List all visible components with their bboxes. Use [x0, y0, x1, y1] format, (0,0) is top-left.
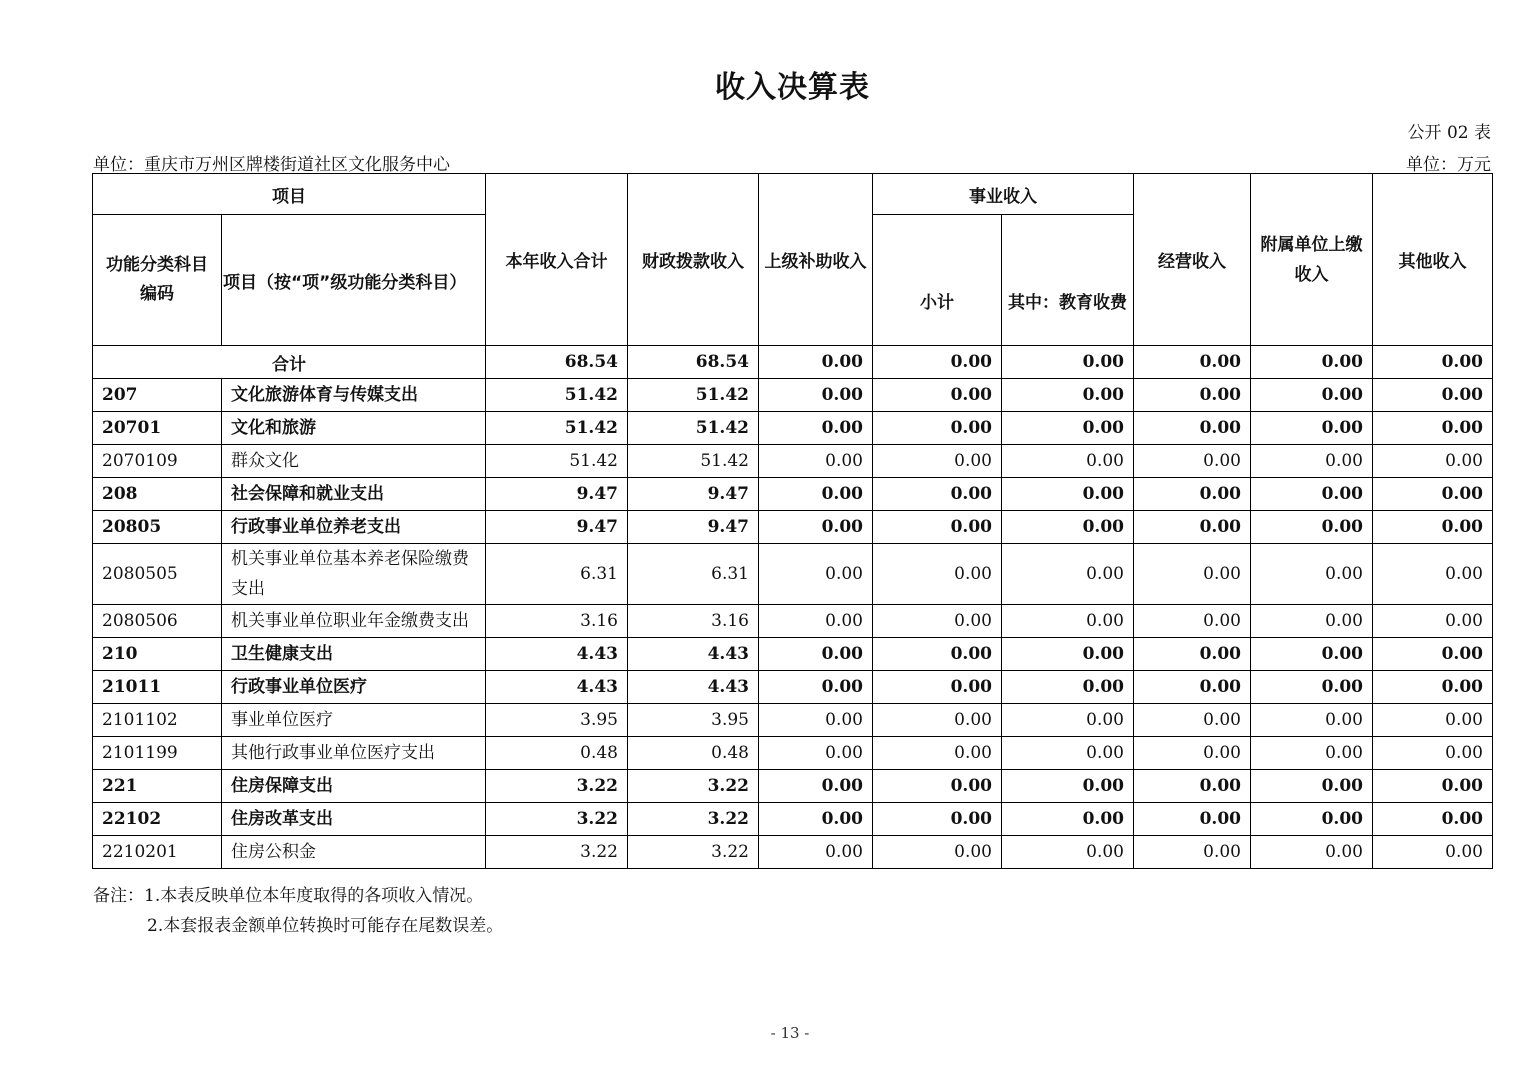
header-name: 项目（按“项”级功能分类科目） [222, 215, 486, 346]
row-value: 0.00 [1373, 605, 1493, 638]
row-value: 0.00 [873, 638, 1002, 671]
row-value: 0.00 [1002, 836, 1134, 869]
total-value: 0.00 [873, 346, 1002, 379]
row-value: 51.42 [628, 412, 759, 445]
row-value: 0.00 [1134, 770, 1251, 803]
form-number: 公开 02 表 [1407, 123, 1491, 143]
row-value: 0.00 [1373, 511, 1493, 544]
header-code: 功能分类科目编码 [93, 215, 222, 346]
table-row [93, 671, 1493, 704]
row-value: 0.00 [1251, 445, 1373, 478]
row-name: 卫生健康支出 [222, 638, 486, 671]
row-value: 0.00 [1251, 770, 1373, 803]
row-value: 0.00 [1002, 511, 1134, 544]
row-value: 0.00 [759, 605, 873, 638]
row-value: 0.00 [759, 836, 873, 869]
row-value: 0.00 [1373, 544, 1493, 605]
page-title: 收入决算表 [715, 70, 870, 105]
note-line-1: 备注：1.本表反映单位本年度取得的各项收入情况。 [93, 886, 484, 906]
row-value: 0.00 [1373, 671, 1493, 704]
table-row [93, 379, 1493, 412]
row-value: 0.00 [873, 737, 1002, 770]
row-value: 0.00 [1002, 605, 1134, 638]
row-value: 9.47 [628, 511, 759, 544]
row-value: 0.00 [873, 379, 1002, 412]
header-superior: 上级补助收入 [759, 174, 873, 346]
row-value: 0.00 [759, 638, 873, 671]
header-project: 项目 [93, 174, 486, 215]
row-value: 0.00 [1373, 836, 1493, 869]
row-value: 0.00 [1251, 803, 1373, 836]
row-value: 3.95 [486, 704, 628, 737]
header-total-income: 本年收入合计 [486, 174, 628, 346]
row-value: 0.00 [1251, 478, 1373, 511]
row-value: 0.00 [1002, 671, 1134, 704]
row-value: 9.47 [628, 478, 759, 511]
row-value: 6.31 [486, 544, 628, 605]
row-value: 0.00 [1251, 544, 1373, 605]
row-code: 2210201 [93, 836, 222, 869]
row-value: 0.00 [1373, 379, 1493, 412]
row-name: 住房保障支出 [222, 770, 486, 803]
row-value: 6.31 [628, 544, 759, 605]
table-row [93, 605, 1493, 638]
row-value: 0.00 [759, 671, 873, 704]
total-label: 合计 [93, 346, 486, 379]
table-row [93, 803, 1493, 836]
row-value: 0.00 [1373, 478, 1493, 511]
row-value: 0.00 [759, 511, 873, 544]
row-value: 0.00 [1002, 379, 1134, 412]
row-value: 0.00 [873, 671, 1002, 704]
row-value: 0.00 [1373, 704, 1493, 737]
row-value: 51.42 [628, 445, 759, 478]
row-name: 文化和旅游 [222, 412, 486, 445]
note-line-2: 2.本套报表金额单位转换时可能存在尾数误差。 [147, 916, 504, 936]
table-row [93, 478, 1493, 511]
row-value: 4.43 [486, 671, 628, 704]
row-value: 0.00 [1134, 478, 1251, 511]
row-name: 机关事业单位职业年金缴费支出 [222, 605, 486, 638]
row-value: 0.00 [873, 704, 1002, 737]
row-value: 0.48 [486, 737, 628, 770]
row-value: 0.00 [759, 770, 873, 803]
row-value: 0.00 [1002, 412, 1134, 445]
row-value: 0.00 [1002, 737, 1134, 770]
row-value: 0.00 [1134, 412, 1251, 445]
total-value: 0.00 [1002, 346, 1134, 379]
row-code: 207 [93, 379, 222, 412]
table-row [93, 836, 1493, 869]
row-code: 208 [93, 478, 222, 511]
row-value: 0.00 [1251, 671, 1373, 704]
row-value: 3.22 [486, 770, 628, 803]
row-value: 3.22 [628, 770, 759, 803]
row-name: 其他行政事业单位医疗支出 [222, 737, 486, 770]
table-row [93, 511, 1493, 544]
header-education: 其中：教育收费 [1002, 215, 1134, 346]
table-row [93, 770, 1493, 803]
row-code: 2080506 [93, 605, 222, 638]
row-name: 事业单位医疗 [222, 704, 486, 737]
row-name: 机关事业单位基本养老保险缴费支出 [222, 544, 486, 605]
row-value: 0.00 [1134, 737, 1251, 770]
row-value: 4.43 [628, 638, 759, 671]
row-value: 0.00 [1134, 379, 1251, 412]
row-value: 0.00 [1002, 478, 1134, 511]
row-value: 51.42 [486, 412, 628, 445]
header-affiliated: 附属单位上缴收入 [1251, 174, 1373, 346]
row-value: 0.00 [1251, 737, 1373, 770]
row-value: 0.00 [1134, 836, 1251, 869]
row-value: 9.47 [486, 511, 628, 544]
total-value: 0.00 [759, 346, 873, 379]
total-row [93, 346, 1493, 379]
row-value: 0.00 [1002, 704, 1134, 737]
row-code: 2080505 [93, 544, 222, 605]
row-code: 22102 [93, 803, 222, 836]
header-operating: 经营收入 [1134, 174, 1251, 346]
row-name: 群众文化 [222, 445, 486, 478]
total-value: 0.00 [1251, 346, 1373, 379]
row-value: 0.00 [1251, 704, 1373, 737]
currency-unit: 单位：万元 [1406, 155, 1491, 175]
total-value: 68.54 [486, 346, 628, 379]
row-value: 0.00 [1373, 737, 1493, 770]
row-value: 0.00 [873, 412, 1002, 445]
row-value: 0.00 [1251, 836, 1373, 869]
row-value: 3.16 [628, 605, 759, 638]
row-value: 3.22 [628, 836, 759, 869]
row-value: 0.00 [1373, 412, 1493, 445]
row-value: 0.00 [1002, 803, 1134, 836]
income-table [92, 173, 1493, 869]
row-value: 0.00 [1134, 803, 1251, 836]
row-value: 0.00 [759, 445, 873, 478]
row-value: 3.22 [486, 836, 628, 869]
row-value: 0.00 [759, 704, 873, 737]
row-value: 0.00 [1251, 412, 1373, 445]
table-row [93, 445, 1493, 478]
row-value: 0.00 [1373, 638, 1493, 671]
header-business: 事业收入 [873, 174, 1134, 215]
total-value: 0.00 [1134, 346, 1251, 379]
row-code: 2101199 [93, 737, 222, 770]
row-value: 0.00 [1251, 638, 1373, 671]
row-code: 2101102 [93, 704, 222, 737]
row-value: 0.00 [1251, 605, 1373, 638]
row-value: 0.00 [873, 836, 1002, 869]
row-value: 0.00 [1002, 770, 1134, 803]
row-value: 0.00 [759, 478, 873, 511]
row-value: 0.00 [873, 445, 1002, 478]
row-value: 9.47 [486, 478, 628, 511]
row-value: 4.43 [628, 671, 759, 704]
header-fiscal: 财政拨款收入 [628, 174, 759, 346]
row-value: 0.00 [1134, 544, 1251, 605]
table-row [93, 638, 1493, 671]
row-value: 0.00 [873, 511, 1002, 544]
row-value: 0.00 [759, 379, 873, 412]
row-name: 住房改革支出 [222, 803, 486, 836]
row-value: 0.00 [759, 412, 873, 445]
total-value: 0.00 [1373, 346, 1493, 379]
row-value: 0.00 [1373, 770, 1493, 803]
row-value: 3.95 [628, 704, 759, 737]
row-value: 0.00 [1134, 445, 1251, 478]
row-name: 文化旅游体育与传媒支出 [222, 379, 486, 412]
row-value: 0.00 [759, 544, 873, 605]
row-code: 2070109 [93, 445, 222, 478]
row-value: 0.00 [1002, 544, 1134, 605]
row-value: 0.00 [1134, 704, 1251, 737]
row-value: 51.42 [486, 379, 628, 412]
row-code: 210 [93, 638, 222, 671]
row-name: 行政事业单位医疗 [222, 671, 486, 704]
row-value: 0.48 [628, 737, 759, 770]
row-value: 0.00 [873, 544, 1002, 605]
row-value: 0.00 [1002, 445, 1134, 478]
row-value: 0.00 [1134, 511, 1251, 544]
row-value: 0.00 [1373, 803, 1493, 836]
row-value: 0.00 [1002, 638, 1134, 671]
row-value: 0.00 [759, 737, 873, 770]
table-row [93, 412, 1493, 445]
reporting-unit: 单位：重庆市万州区牌楼街道社区文化服务中心 [93, 155, 450, 175]
row-name: 行政事业单位养老支出 [222, 511, 486, 544]
row-value: 0.00 [1251, 379, 1373, 412]
row-value: 0.00 [759, 803, 873, 836]
row-value: 0.00 [1373, 445, 1493, 478]
row-value: 3.22 [628, 803, 759, 836]
row-value: 0.00 [873, 770, 1002, 803]
table-row [93, 737, 1493, 770]
header-other: 其他收入 [1373, 174, 1493, 346]
row-value: 0.00 [1134, 671, 1251, 704]
table-row [93, 544, 1493, 605]
row-value: 3.16 [486, 605, 628, 638]
row-value: 0.00 [1251, 511, 1373, 544]
row-code: 20805 [93, 511, 222, 544]
row-value: 0.00 [873, 478, 1002, 511]
row-value: 0.00 [873, 605, 1002, 638]
row-name: 住房公积金 [222, 836, 486, 869]
row-code: 221 [93, 770, 222, 803]
row-code: 20701 [93, 412, 222, 445]
page-number: - 13 - [770, 1024, 810, 1042]
row-value: 0.00 [1134, 605, 1251, 638]
row-value: 0.00 [1134, 638, 1251, 671]
row-code: 21011 [93, 671, 222, 704]
row-name: 社会保障和就业支出 [222, 478, 486, 511]
row-value: 3.22 [486, 803, 628, 836]
row-value: 0.00 [873, 803, 1002, 836]
row-value: 4.43 [486, 638, 628, 671]
total-value: 68.54 [628, 346, 759, 379]
row-value: 51.42 [628, 379, 759, 412]
row-value: 51.42 [486, 445, 628, 478]
header-subtotal: 小计 [873, 215, 1002, 346]
table-row [93, 704, 1493, 737]
